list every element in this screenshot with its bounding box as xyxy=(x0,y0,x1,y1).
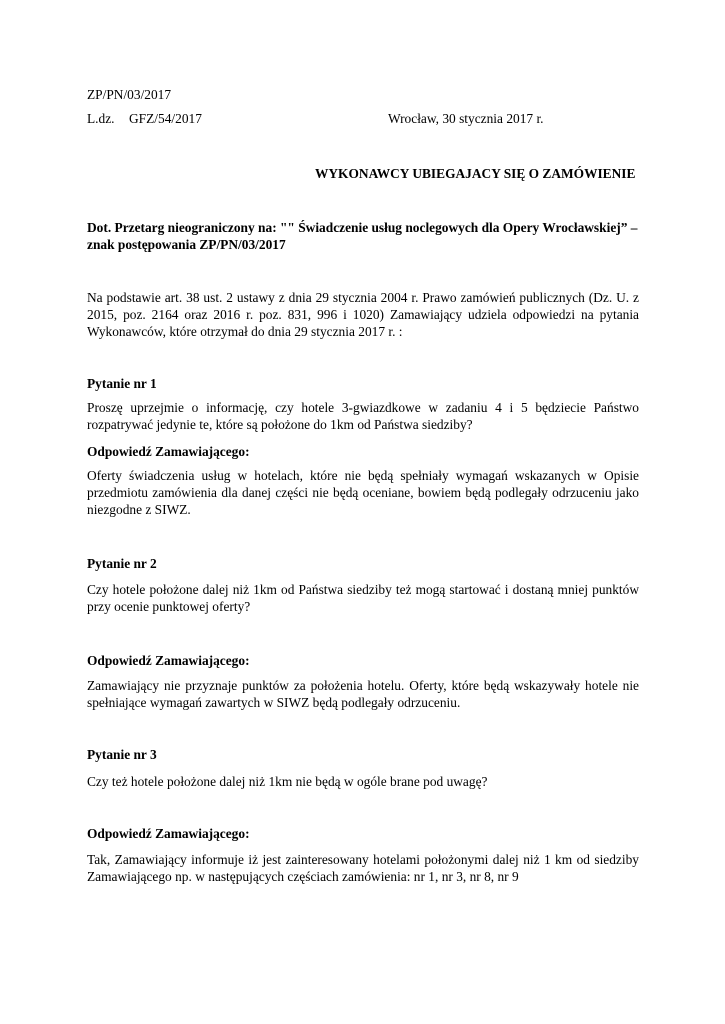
answer-text-3: Tak, Zamawiający informuje iż jest zainteresowany hotelami położonymi dalej niż 1 km od siedziby Zamawiającego np. w następujących częściach zamówienia: nr 1, nr 3, nr 8, nr 9 xyxy=(87,852,639,884)
question-heading-1: Pytanie nr 1 xyxy=(87,376,157,391)
place-date: Wrocław, 30 stycznia 2017 r. xyxy=(388,111,544,126)
addressee: WYKONAWCY UBIEGAJACY SIĘ O ZAMÓWIENIE xyxy=(315,166,636,181)
reference-number: ZP/PN/03/2017 xyxy=(87,87,172,102)
question-text-3: Czy też hotele położone dalej niż 1km nie będą w ogóle brane pod uwagę? xyxy=(87,774,488,789)
ldz-label: L.dz. xyxy=(87,111,115,126)
answer-heading-3: Odpowiedź Zamawiającego: xyxy=(87,826,250,841)
question-text-2: Czy hotele położone dalej niż 1km od Państwa siedziby też mogą startować i dostaną mniej punktów przy ocenie punktowej oferty? xyxy=(87,582,639,614)
answer-heading-2: Odpowiedź Zamawiającego: xyxy=(87,653,250,668)
answer-heading-1: Odpowiedź Zamawiającego: xyxy=(87,444,250,459)
subject-line-1: Dot. Przetarg nieograniczony na: "" Świadczenie usług noclegowych dla Opery Wrocławskiej” – xyxy=(87,220,638,235)
answer-text-2: Zamawiający nie przyznaje punktów za położenia hotelu. Oferty, które będą wskazywały hotele nie spełniające wymagań zawartych w SIWZ będą podlegały odrzuceniu. xyxy=(87,678,639,710)
question-text-1: Proszę uprzejmie o informację, czy hotele 3-gwiazdkowe w zadaniu 4 i 5 będziecie Państwo rozpatrywać jedynie te, które są położone do 1km od Państwa siedziby? xyxy=(87,400,639,432)
ldz-value: GFZ/54/2017 xyxy=(129,111,202,126)
answer-text-1: Oferty świadczenia usług w hotelach, które nie będą spełniały wymagań wskazanych w Opisie przedmiotu zamówienia dla danej części nie będą oceniane, bowiem będą podlegały odrzuceniu jako niezgodne z SIWZ. xyxy=(87,468,639,517)
subject-line-2: znak postępowania ZP/PN/03/2017 xyxy=(87,237,286,252)
intro-paragraph: Na podstawie art. 38 ust. 2 ustawy z dnia 29 stycznia 2004 r. Prawo zamówień publicznych (Dz. U. z 2015, poz. 2164 oraz 2016 r. poz. 831, 996 i 1020) Zamawiający udziela odpowiedzi na pytania Wykonawców, które otrzymał do dnia 29 stycznia 2017 r. : xyxy=(87,290,639,339)
question-heading-3: Pytanie nr 3 xyxy=(87,747,157,762)
question-heading-2: Pytanie nr 2 xyxy=(87,556,157,571)
